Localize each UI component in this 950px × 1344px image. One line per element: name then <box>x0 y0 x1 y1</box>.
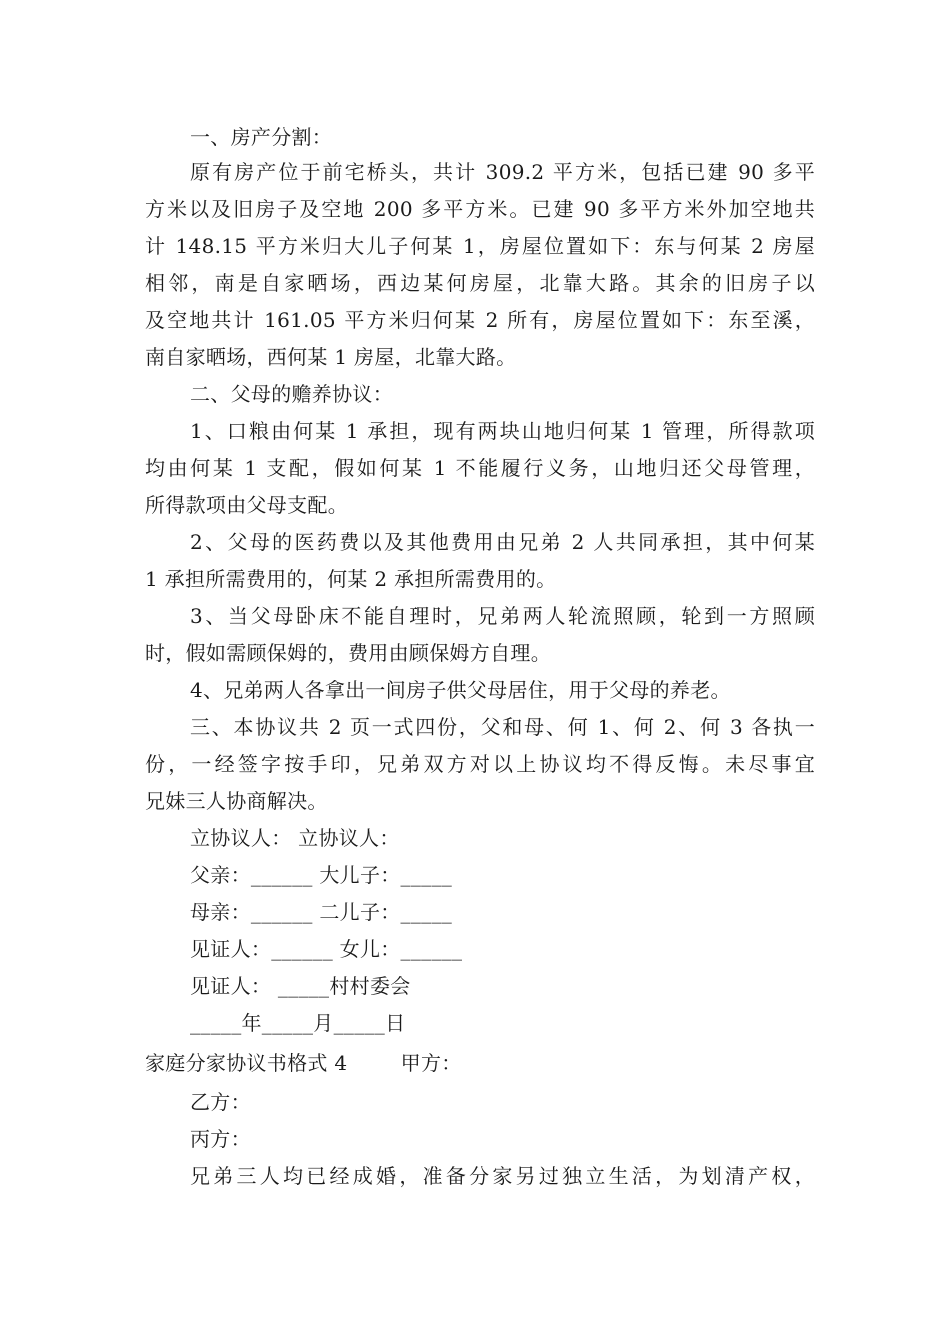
paragraph-line: 方米以及旧房子及空地 200 多平方米。已建 90 多平方米外加空地共 <box>145 197 815 221</box>
paragraph-line: 原有房产位于前宅桥头，共计 309.2 平方米，包括已建 90 多平 <box>190 160 815 184</box>
paragraph-line: 4、兄弟两人各拿出一间房子供父母居住，用于父母的养老。 <box>190 678 731 702</box>
document-title-format-4: 家庭分家协议书格式 4 甲方： <box>145 1051 462 1075</box>
signature-line-mother: 母亲：______ 二儿子：_____ <box>190 900 453 924</box>
paragraph-line: 3、当父母卧床不能自理时，兄弟两人轮流照顾，轮到一方照顾 <box>190 604 815 628</box>
signatory-label: 立协议人： 立协议人： <box>190 826 400 850</box>
paragraph-line: 及空地共计 161.05 平方米归何某 2 所有，房屋位置如下：东至溪， <box>145 308 815 332</box>
paragraph-line: 1、口粮由何某 1 承担，现有两块山地归何某 1 管理，所得款项 <box>190 419 815 443</box>
paragraph-line: 兄妹三人协商解决。 <box>145 789 328 813</box>
paragraph-line: 南自家晒场，西何某 1 房屋，北靠大路。 <box>145 345 517 369</box>
paragraph-line: 计 148.15 平方米归大儿子何某 1，房屋位置如下：东与何某 2 房屋 <box>145 234 815 258</box>
signature-line-witness: 见证人：______ 女儿：______ <box>190 937 463 961</box>
paragraph-line: 兄弟三人均已经成婚，准备分家另过独立生活，为划清产权， <box>190 1164 815 1188</box>
party-b-label: 乙方： <box>190 1090 251 1114</box>
paragraph-line: 所得款项由父母支配。 <box>145 493 348 517</box>
paragraph-line: 1 承担所需费用的，何某 2 承担所需费用的。 <box>145 567 557 591</box>
paragraph-line: 三、本协议共 2 页一式四份，父和母、何 1、何 2、何 3 各执一 <box>190 715 815 739</box>
signature-line-father: 父亲：______ 大儿子：_____ <box>190 863 453 887</box>
paragraph-line: 份，一经签字按手印，兄弟双方对以上协议均不得反悔。未尽事宜 <box>145 752 815 776</box>
date-line: _____年_____月_____日 <box>190 1011 406 1035</box>
signature-line-witness-committee: 见证人： _____村村委会 <box>190 974 411 998</box>
paragraph-line: 相邻，南是自家晒场，西边某何房屋，北靠大路。其余的旧房子以 <box>145 271 815 295</box>
paragraph-line: 均由何某 1 支配，假如何某 1 不能履行义务，山地归还父母管理， <box>145 456 815 480</box>
paragraph-line: 时，假如需顾保姆的，费用由顾保姆方自理。 <box>145 641 551 665</box>
section-heading-support: 二、父母的赡养协议： <box>190 382 393 406</box>
section-heading-property: 一、房产分割： <box>190 125 333 149</box>
party-c-label: 丙方： <box>190 1127 251 1151</box>
paragraph-line: 2、父母的医药费以及其他费用由兄弟 2 人共同承担，其中何某 <box>190 530 815 554</box>
